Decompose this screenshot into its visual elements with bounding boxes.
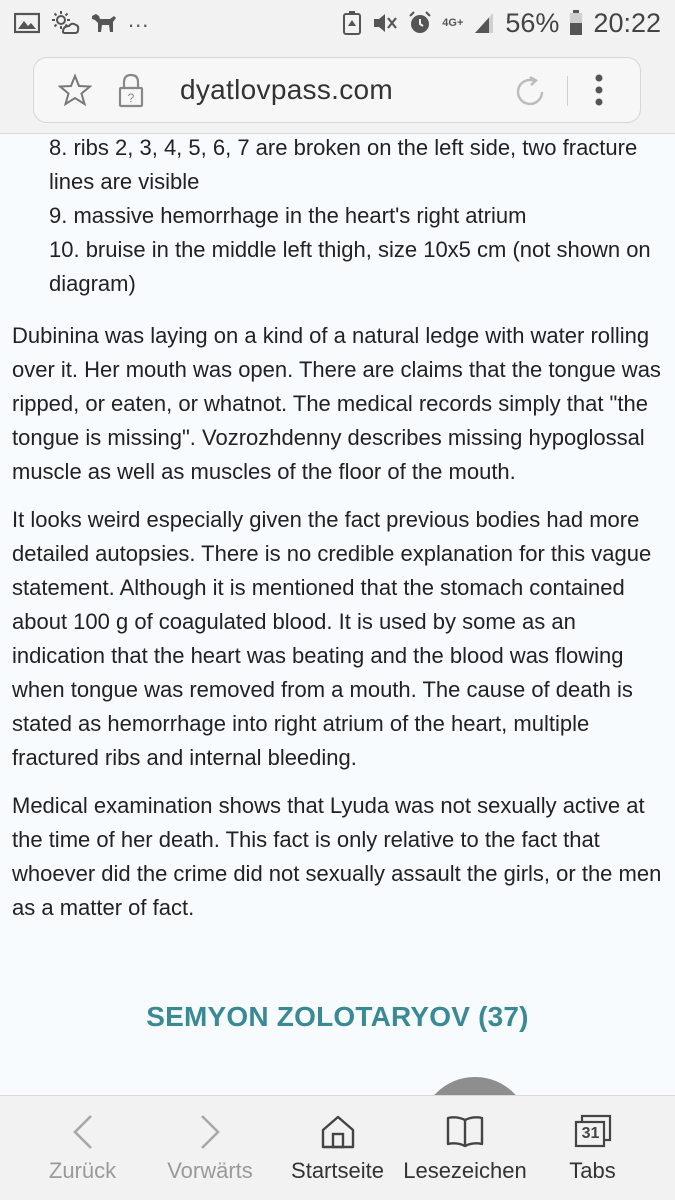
injury-list <box>12 135 663 301</box>
forward-button[interactable] <box>160 1096 260 1200</box>
battery-saver-icon <box>342 10 362 36</box>
back-button[interactable] <box>40 1096 125 1200</box>
toolbar-divider <box>567 76 568 106</box>
mute-icon <box>372 11 398 35</box>
reload-icon[interactable] <box>512 74 548 115</box>
bookmarks-label: Lesezeichen <box>403 1158 527 1183</box>
bottom-navigation <box>0 1095 675 1200</box>
list-item: 10. bruise in the middle left thigh, size 10x5 cm (not shown on diagram) <box>49 237 651 296</box>
forward-label: Vorwärts <box>167 1158 253 1183</box>
chevron-left-icon <box>71 1112 95 1152</box>
overflow-menu-icon[interactable] <box>594 72 604 113</box>
network-4g-icon: 4G+ <box>442 16 464 29</box>
section-heading: SEMYON ZOLOTARYOV (37) <box>146 1001 529 1032</box>
paragraph: It looks weird especially given the fact previous bodies had more detailed autopsies. There is no credible explanation for this vague statement. Although it is mentioned that the stomach contained about 100 g of coagulated blood. It is used by some as an indication that the heart was beating and the blood was flowing when tongue was removed from a mouth. The cause of death is stated as hemorrhage into right atrium of the heart, multiple fractured ribs and internal bleeding. <box>12 507 652 770</box>
alarm-icon <box>408 11 432 35</box>
svg-text:?: ? <box>127 91 135 105</box>
home-icon <box>320 1112 356 1152</box>
back-label: Zurück <box>48 1158 117 1183</box>
home-button[interactable] <box>285 1096 390 1200</box>
paragraph: Medical examination shows that Lyuda was not sexually active at the time of her death. This fact is only relative to the fact that whoever did the crime did not sexually assault the girls, or the men as a matter of fact. <box>12 793 662 920</box>
book-icon <box>445 1112 485 1152</box>
tabs-label: Tabs <box>569 1158 616 1183</box>
list-item: 9. massive hemorrhage in the heart's right atrium <box>49 203 527 228</box>
weather-icon <box>50 10 80 36</box>
browser-toolbar <box>0 46 675 134</box>
more-notifications: ... <box>128 7 150 32</box>
address-bar[interactable] <box>33 57 641 123</box>
home-label: Startseite <box>291 1158 384 1183</box>
article-content[interactable] <box>0 135 675 1095</box>
tab-count: 31 <box>581 1125 600 1142</box>
dog-icon <box>90 10 118 36</box>
portrait-image[interactable] <box>420 1077 530 1095</box>
battery-icon <box>569 10 583 36</box>
status-bar <box>0 0 675 46</box>
clock: 20:22 <box>593 7 661 38</box>
bookmarks-button[interactable] <box>402 1096 528 1200</box>
signal-icon <box>473 11 495 35</box>
url-text[interactable]: dyatlovpass.com <box>180 74 394 105</box>
bookmark-star-icon[interactable] <box>58 73 92 112</box>
lock-icon[interactable] <box>116 71 146 114</box>
tabs-icon <box>573 1112 613 1152</box>
chevron-right-icon <box>198 1112 222 1152</box>
tabs-button[interactable] <box>555 1096 630 1200</box>
battery-percent: 56% <box>505 7 560 38</box>
list-item: 8. ribs 2, 3, 4, 5, 6, 7 are broken on the left side, two fracture lines are visible <box>49 135 638 194</box>
gallery-icon <box>14 11 40 35</box>
paragraph: Dubinina was laying on a kind of a natural ledge with water rolling over it. Her mouth was open. There are claims that the tongue was ripped, or eaten, or whatnot. The medical records simply that "the tongue is missing". Vozrozhdenny describes missing hypoglossal muscle as well as muscles of the floor of the mouth. <box>12 323 661 484</box>
